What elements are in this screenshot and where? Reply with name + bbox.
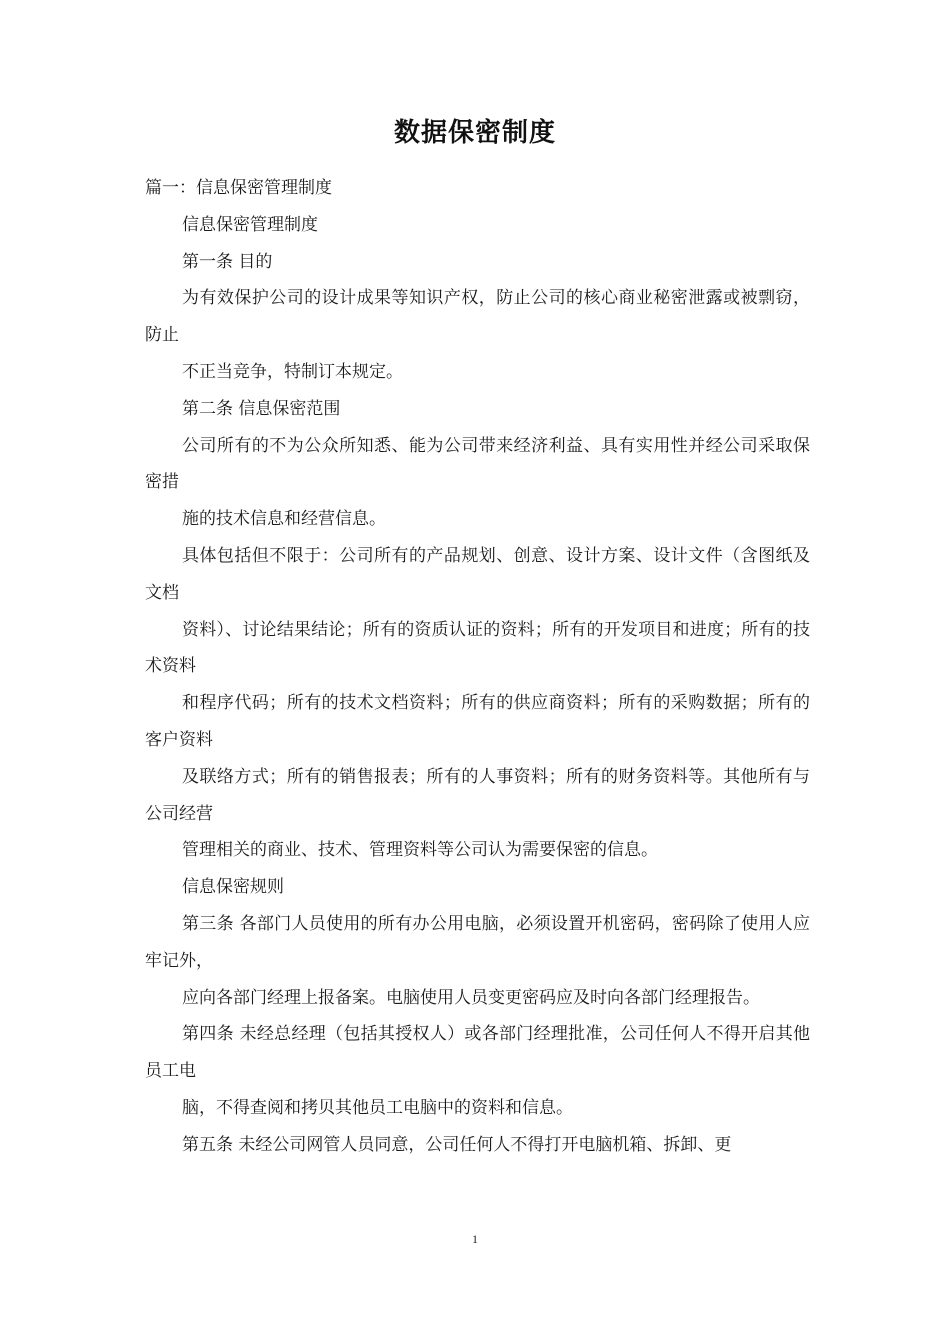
- body-paragraph: 应向各部门经理上报备案。电脑使用人员变更密码应及时向各部门经理报告。: [182, 987, 760, 1008]
- body-paragraph: 第三条 各部门人员使用的所有办公用电脑，必须设置开机密码，密码除了使用人应牢记外，: [145, 913, 810, 971]
- body-paragraph: 公司所有的不为公众所知悉、能为公司带来经济利益、具有实用性并经公司采取保密措: [145, 435, 810, 493]
- body-paragraph: 资料）、讨论结果结论；所有的资质认证的资料；所有的开发项目和进度；所有的技术资料: [145, 619, 810, 677]
- body-paragraph: 具体包括但不限于：公司所有的产品规划、创意、设计方案、设计文件（含图纸及文档: [145, 545, 810, 603]
- body-paragraph: 第五条 未经公司网管人员同意，公司任何人不得打开电脑机箱、拆卸、更: [182, 1134, 732, 1155]
- document-body: [145, 170, 810, 1164]
- body-paragraph: 篇一：信息保密管理制度: [145, 178, 332, 198]
- body-paragraph: 和程序代码；所有的技术文档资料；所有的供应商资料；所有的采购数据；所有的客户资料: [145, 693, 810, 750]
- page-number: 1: [472, 1232, 478, 1246]
- body-paragraph: 管理相关的商业、技术、管理资料等公司认为需要保密的信息。: [182, 840, 658, 861]
- body-paragraph: 信息保密管理制度: [182, 214, 318, 235]
- body-paragraph: 为有效保护公司的设计成果等知识产权，防止公司的核心商业秘密泄露或被剽窃，防止: [145, 288, 810, 346]
- document-title: 数据保密制度: [393, 118, 556, 148]
- body-paragraph: 信息保密规则: [182, 877, 284, 898]
- body-paragraph: 及联络方式；所有的销售报表；所有的人事资料；所有的财务资料等。其他所有与公司经营: [145, 766, 810, 824]
- body-paragraph: 第四条 未经总经理（包括其授权人）或各部门经理批准，公司任何人不得开启其他员工电: [145, 1024, 810, 1082]
- body-paragraph: 第一条 目的: [182, 251, 273, 272]
- body-paragraph: 不正当竞争，特制订本规定。: [182, 361, 403, 382]
- body-paragraph: 第二条 信息保密范围: [182, 398, 341, 419]
- body-paragraph: 脑，不得查阅和拷贝其他员工电脑中的资料和信息。: [182, 1097, 573, 1118]
- body-paragraph: 施的技术信息和经营信息。: [182, 509, 386, 530]
